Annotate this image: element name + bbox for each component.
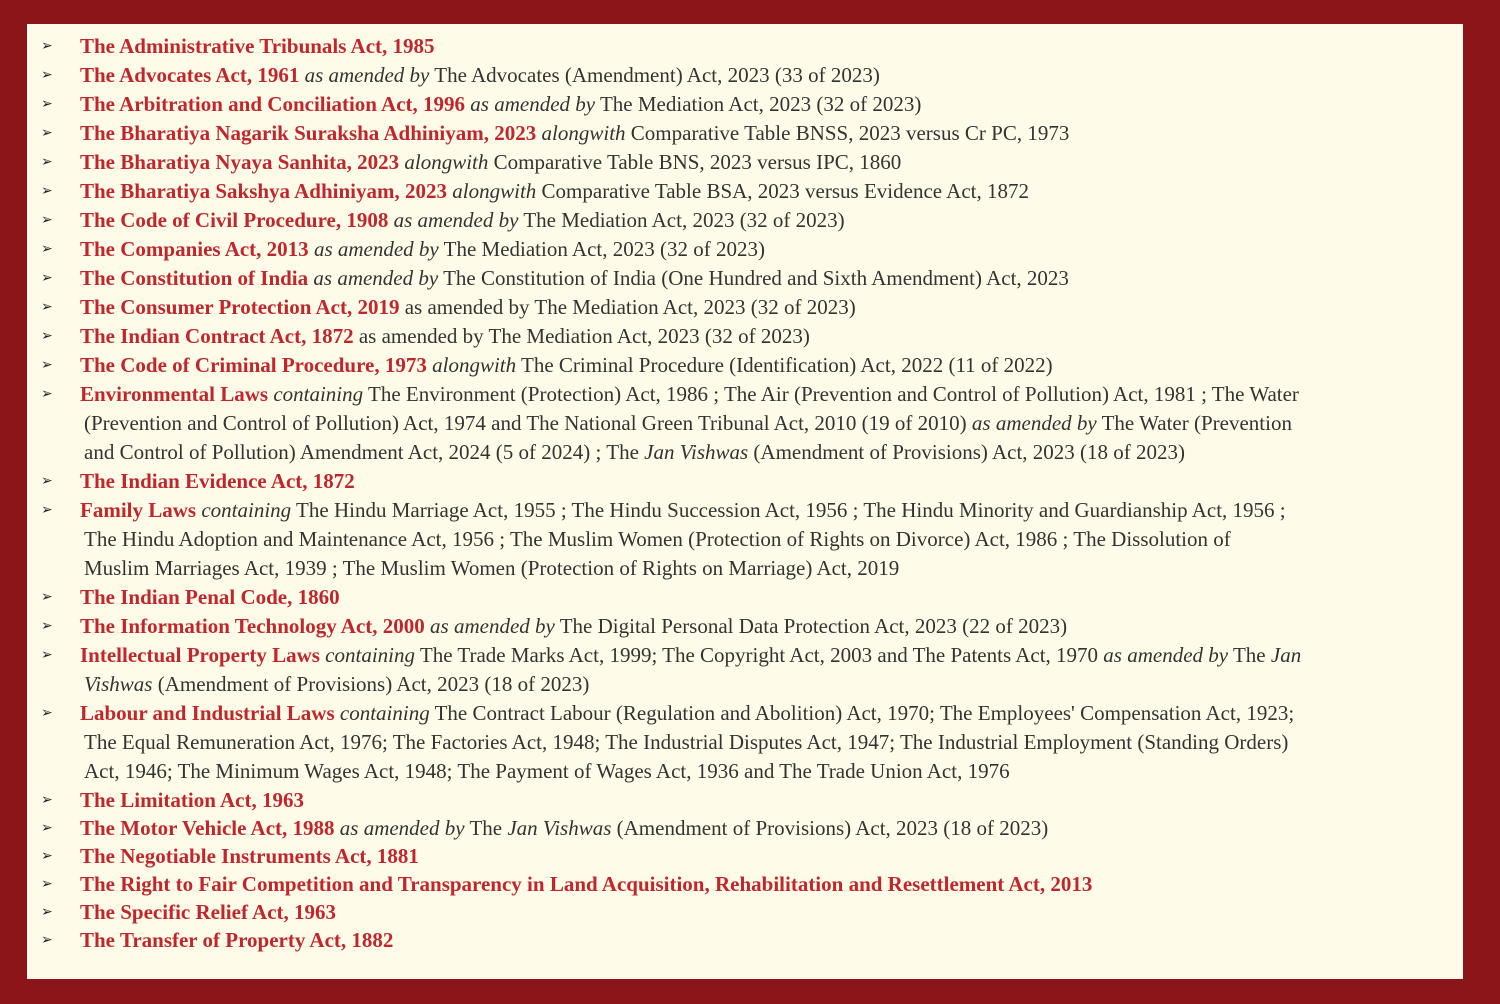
act-title: The Information Technology Act, 2000 [80, 614, 425, 638]
list-item [41, 898, 1433, 926]
arrow-bullet-icon: ➢ [41, 38, 53, 54]
arrow-bullet-icon: ➢ [41, 386, 53, 402]
list-item [41, 61, 1433, 90]
list-item [41, 235, 1433, 264]
arrow-bullet-icon: ➢ [41, 589, 53, 605]
list-item [41, 467, 1433, 496]
act-detail: Comparative Table BNS, 2023 versus IPC, 1860 [493, 150, 902, 174]
act-detail: The [469, 816, 503, 840]
act-short-name: Vishwas [84, 672, 153, 696]
act-title: The Companies Act, 2013 [80, 237, 309, 261]
arrow-bullet-icon: ➢ [41, 502, 53, 518]
arrow-bullet-icon: ➢ [41, 328, 53, 344]
act-detail-continuation: The Hindu Adoption and Maintenance Act, 1956 ; The Muslim Women (Protection of Rights on Divorce) Act, 1986 ; The Dissolution of [84, 527, 1231, 551]
act-connector: as amended by [304, 63, 430, 87]
act-title: The Bharatiya Sakshya Adhiniyam, 2023 [80, 179, 448, 203]
act-title: The Arbitration and Conciliation Act, 1996 [80, 92, 466, 116]
act-connector: as amended by [470, 92, 596, 116]
act-title: The Bharatiya Nagarik Suraksha Adhiniyam, 2023 [80, 121, 537, 145]
act-title: Labour and Industrial Laws [80, 701, 335, 725]
act-title: The Transfer of Property Act, 1882 [80, 928, 394, 952]
act-title: The Administrative Tribunals Act, 1985 [80, 34, 435, 58]
arrow-bullet-icon: ➢ [41, 241, 53, 257]
act-short-name: Jan [1270, 643, 1302, 667]
act-connector: containing [325, 643, 415, 667]
act-detail: The Digital Personal Data Protection Act, 2023 (22 of 2023) [559, 614, 1068, 638]
act-connector: as amended by [339, 816, 465, 840]
list-item [41, 380, 1433, 467]
act-list-panel [27, 24, 1463, 979]
act-title: The Indian Contract Act, 1872 [80, 324, 354, 348]
act-detail: and Control of Pollution) Amendment Act, 2024 (5 of 2024) ; The [84, 440, 639, 464]
act-detail-continuation [80, 409, 1433, 438]
act-detail: The Environment (Protection) Act, 1986 ; The Air (Prevention and Control of Pollution) Act, 1981 ; The Water [368, 382, 1299, 406]
arrow-bullet-icon: ➢ [41, 848, 53, 864]
act-title: The Advocates Act, 1961 [80, 63, 300, 87]
act-title: The Code of Criminal Procedure, 1973 [80, 353, 427, 377]
arrow-bullet-icon: ➢ [41, 705, 53, 721]
arrow-bullet-icon: ➢ [41, 792, 53, 808]
act-detail: The Criminal Procedure (Identification) Act, 2022 (11 of 2022) [521, 353, 1053, 377]
act-connector: alongwith [404, 150, 489, 174]
list-item [41, 119, 1433, 148]
arrow-bullet-icon: ➢ [41, 154, 53, 170]
act-detail: The Trade Marks Act, 1999; The Copyright Act, 2003 and The Patents Act, 1970 [419, 643, 1099, 667]
arrow-bullet-icon: ➢ [41, 96, 53, 112]
act-title: The Code of Civil Procedure, 1908 [80, 208, 389, 232]
list-item [41, 814, 1433, 842]
act-title: The Indian Evidence Act, 1872 [80, 469, 355, 493]
list-item [41, 641, 1433, 699]
list-item [41, 612, 1433, 641]
act-connector: alongwith [452, 179, 537, 203]
list-item [41, 264, 1433, 293]
act-title: Intellectual Property Laws [80, 643, 320, 667]
act-connector: as amended by [430, 614, 555, 638]
act-detail-continuation: Act, 1946; The Minimum Wages Act, 1948; The Payment of Wages Act, 1936 and The Trade Union Act, 1976 [84, 759, 1010, 783]
arrow-bullet-icon: ➢ [41, 270, 53, 286]
act-detail: The Water (Prevention [1101, 411, 1292, 435]
act-connector: as amended by [313, 266, 439, 290]
act-connector: as amended by [971, 411, 1097, 435]
act-detail-continuation [80, 670, 1433, 699]
act-detail-continuation: The Equal Remuneration Act, 1976; The Factories Act, 1948; The Industrial Disputes Act, 1947; The Industrial Employment (Standing Orders) [84, 730, 1289, 754]
list-item [41, 206, 1433, 235]
act-detail: The Contract Labour (Regulation and Abolition) Act, 1970; The Employees' Compensation Act, 1923; [434, 701, 1295, 725]
act-detail: (Amendment of Provisions) Act, 2023 (18 of 2023) [753, 440, 1186, 464]
arrow-bullet-icon: ➢ [41, 357, 53, 373]
list-item [41, 177, 1433, 206]
list-item [41, 90, 1433, 119]
act-title: The Motor Vehicle Act, 1988 [80, 816, 335, 840]
act-detail: The Mediation Act, 2023 (32 of 2023) [443, 237, 765, 261]
arrow-bullet-icon: ➢ [41, 904, 53, 920]
act-connector: containing [201, 498, 292, 522]
arrow-bullet-icon: ➢ [41, 125, 53, 141]
list-item [41, 583, 1433, 612]
list-item [41, 496, 1433, 583]
arrow-bullet-icon: ➢ [41, 212, 53, 228]
list-item [41, 322, 1433, 351]
act-detail: (Prevention and Control of Pollution) Act, 1974 and The National Green Tribunal Act, 2010 (19 of 2010) [84, 411, 967, 435]
act-detail: The Mediation Act, 2023 (32 of 2023) [523, 208, 845, 232]
act-connector: as amended by [1103, 643, 1229, 667]
list-item [41, 351, 1433, 380]
act-title: The Bharatiya Nyaya Sanhita, 2023 [80, 150, 400, 174]
act-connector: alongwith [432, 353, 517, 377]
arrow-bullet-icon: ➢ [41, 820, 53, 836]
arrow-bullet-icon: ➢ [41, 473, 53, 489]
list-item [41, 786, 1433, 814]
act-detail: Comparative Table BNSS, 2023 versus Cr PC, 1973 [630, 121, 1070, 145]
arrow-bullet-icon: ➢ [41, 183, 53, 199]
list-item [41, 32, 1433, 61]
act-detail: The Constitution of India (One Hundred and Sixth Amendment) Act, 2023 [443, 266, 1069, 290]
act-connector: alongwith [541, 121, 626, 145]
act-connector: containing [339, 701, 430, 725]
list-item [41, 926, 1433, 954]
arrow-bullet-icon: ➢ [41, 647, 53, 663]
act-connector: containing [273, 382, 364, 406]
act-short-name: Jan Vishwas [507, 816, 612, 840]
act-short-name: Jan Vishwas [644, 440, 749, 464]
act-detail-continuation [80, 438, 1433, 467]
act-title: The Consumer Protection Act, 2019 [80, 295, 400, 319]
act-detail: The Hindu Marriage Act, 1955 ; The Hindu Succession Act, 1956 ; The Hindu Minority and Guardianship Act, 1956 ; [296, 498, 1286, 522]
act-title: The Limitation Act, 1963 [80, 788, 304, 812]
act-title: Family Laws [80, 498, 197, 522]
act-detail: (Amendment of Provisions) Act, 2023 (18 of 2023) [616, 816, 1049, 840]
arrow-bullet-icon: ➢ [41, 932, 53, 948]
act-title: The Right to Fair Competition and Transparency in Land Acquisition, Rehabilitation and Resettlement Act, 2013 [80, 872, 1093, 896]
act-connector: as amended by [393, 208, 519, 232]
act-title: Environmental Laws [80, 382, 269, 406]
list-item [41, 293, 1433, 322]
act-detail: Comparative Table BSA, 2023 versus Evidence Act, 1872 [541, 179, 1030, 203]
act-connector: as amended by [313, 237, 439, 261]
list-item [41, 870, 1433, 898]
act-detail-continuation: Muslim Marriages Act, 1939 ; The Muslim Women (Protection of Rights on Marriage) Act, 2019 [84, 556, 900, 580]
act-list [41, 32, 1433, 954]
act-detail: The [1232, 643, 1266, 667]
act-detail: The Mediation Act, 2023 (32 of 2023) [599, 92, 922, 116]
act-title: The Indian Penal Code, 1860 [80, 585, 340, 609]
act-title: The Negotiable Instruments Act, 1881 [80, 844, 419, 868]
act-detail: (Amendment of Provisions) Act, 2023 (18 of 2023) [157, 672, 590, 696]
arrow-bullet-icon: ➢ [41, 618, 53, 634]
act-detail: as amended by The Mediation Act, 2023 (32 of 2023) [358, 324, 810, 348]
list-item [41, 148, 1433, 177]
act-title: The Constitution of India [80, 266, 309, 290]
act-detail: as amended by The Mediation Act, 2023 (32 of 2023) [404, 295, 856, 319]
arrow-bullet-icon: ➢ [41, 876, 53, 892]
act-detail: The Advocates (Amendment) Act, 2023 (33 of 2023) [434, 63, 880, 87]
act-title: The Specific Relief Act, 1963 [80, 900, 337, 924]
arrow-bullet-icon: ➢ [41, 299, 53, 315]
list-item [41, 842, 1433, 870]
arrow-bullet-icon: ➢ [41, 67, 53, 83]
list-item [41, 699, 1433, 786]
